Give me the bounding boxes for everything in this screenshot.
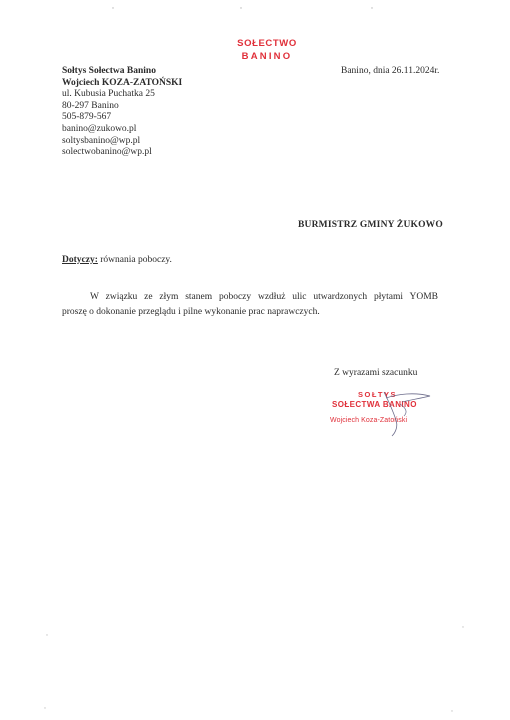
sender-email-1: banino@zukowo.pl — [62, 123, 137, 134]
body-paragraph-1: W związku ze złym stanem poboczy wzdłuż ulic utwardzonych płytami YOMB — [90, 292, 438, 302]
sender-street: ul. Kubusia Puchatka 25 — [62, 89, 155, 100]
sender-person: Wojciech KOZA-ZATOŃSKI — [62, 77, 183, 88]
stamp-line-3: Wojciech Koza-Zatoński — [330, 417, 408, 424]
body-paragraph-2: proszę o dokonanie przeglądu i pilne wykonanie prac naprawczych. — [62, 307, 320, 317]
subject-text: równania poboczy. — [100, 255, 172, 265]
subject-label: Dotyczy: — [62, 255, 98, 265]
sender-email-3: solectwobanino@wp.pl — [62, 147, 152, 158]
sender-phone: 505-879-567 — [62, 112, 112, 123]
stamp-line-2: SOŁECTWA BANINO — [332, 400, 417, 409]
logo-line-2: BANINO — [241, 51, 293, 62]
letter-date: Banino, dnia 26.11.2024r. — [341, 66, 440, 76]
sender-title: Sołtys Sołectwa Banino — [62, 66, 156, 76]
sender-email-2: soltysbanino@wp.pl — [62, 135, 141, 146]
sender-postal: 80-297 Banino — [62, 100, 119, 111]
recipient: BURMISTRZ GMINY ŻUKOWO — [298, 220, 443, 230]
logo-line-1: SOŁECTWO — [237, 38, 297, 49]
closing-phrase: Z wyrazami szacunku — [334, 368, 418, 378]
stamp-line-1: SOŁTYS — [358, 390, 398, 399]
